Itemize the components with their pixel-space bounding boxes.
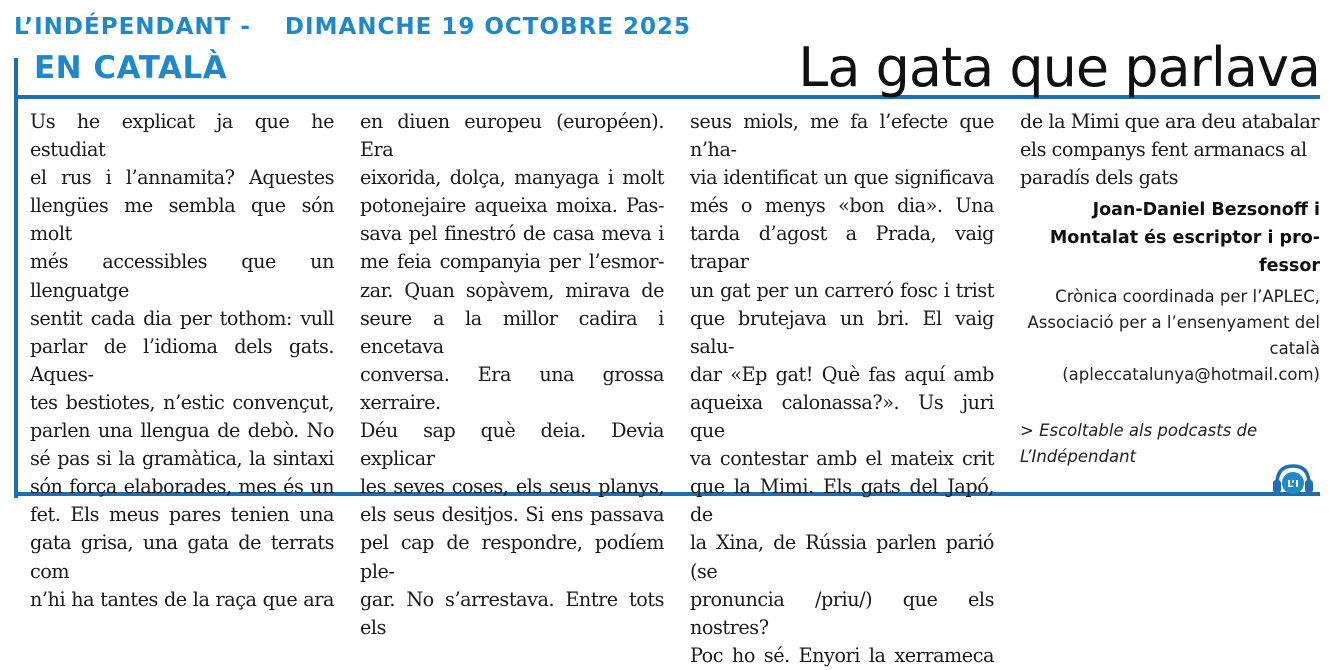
- article-column-2: en diuen europeu (européen). Era eixorida, dolça, manyaga i molt potonejaire aqueixa moixa. Pas- sava pel finestró de casa meva i me feia companyia per l’esmor- zar. Quan sopàvem, mirava de seure a la millor cadira i encetava conversa. Era una grossa xerraire. Déu sap què deia. Devia explicar les seves coses, els seus planys, els seus desitjos. Si ens passava pel cap de respondre, podíem ple- gar. No s’arrestava. Entre tots els: [360, 110, 664, 639]
- article-title: La gata que parlava: [798, 36, 1320, 99]
- coordination-note: Crònica coordinada per l’APLEC, Associació per a l’ensenyament del català (apleccatalunya@hotmail.com): [1027, 287, 1320, 384]
- publication-dateline: [14, 14, 691, 40]
- article-column-1: Us he explicat ja que he estudiat el rus i l’annamita? Aquestes llengües me sembla que són molt més accessibles que un llenguatge sentit cada dia per tothom: vull parlar de l’idioma dels gats. Aques- tes bestiotes, n’estic convençut, parlen una llengua de debò. No sé pas si la gramàtica, la sintaxi són força elaborades, mes és un fet. Els meus pares tenien una gata grisa, una gata de terrats com n’hi ha tantes de la raça que ara: [30, 110, 334, 611]
- article-column-3: seus miols, me fa l’efecte que n’ha- via identificat un que significava més o menys «bon dia». Una tarda d’agost a Prada, vaig trapar un gat per un carreró fosc i trist que brutejava un bri. El vaig salu- dar «Ep gat! Què fas aquí amb aqueixa calonassa?». Us juri que va contestar amb el mateix crit que la Mimi. Els gats del Japó, de la Xina, de Rússia parlen parió (se pronuncia /priu/) que els nostres? Poc ho sé. Enyori la xerrameca: [690, 110, 994, 667]
- author-bio: Joan-Daniel Bezsonoff i Montalat és escriptor i pro- fessor: [1049, 200, 1320, 276]
- publication-date: DIMANCHE 19 OCTOBRE 2025: [284, 14, 692, 40]
- podcast-note[interactable]: > Escoltable als podcasts de L’Indépendant: [1020, 421, 1258, 466]
- left-rule: [14, 58, 18, 498]
- logo-text: L’I: [1287, 479, 1299, 490]
- article-column-4: [1020, 108, 1324, 192]
- article-column-4-text: de la Mimi que ara deu atabalar els companys fent armanacs al paradís dels gats: [1020, 110, 1320, 190]
- podcast-headphones-icon: [1271, 462, 1315, 496]
- publication-name: L’INDÉPENDANT -: [14, 14, 251, 40]
- section-label: EN CATALÀ: [34, 50, 228, 86]
